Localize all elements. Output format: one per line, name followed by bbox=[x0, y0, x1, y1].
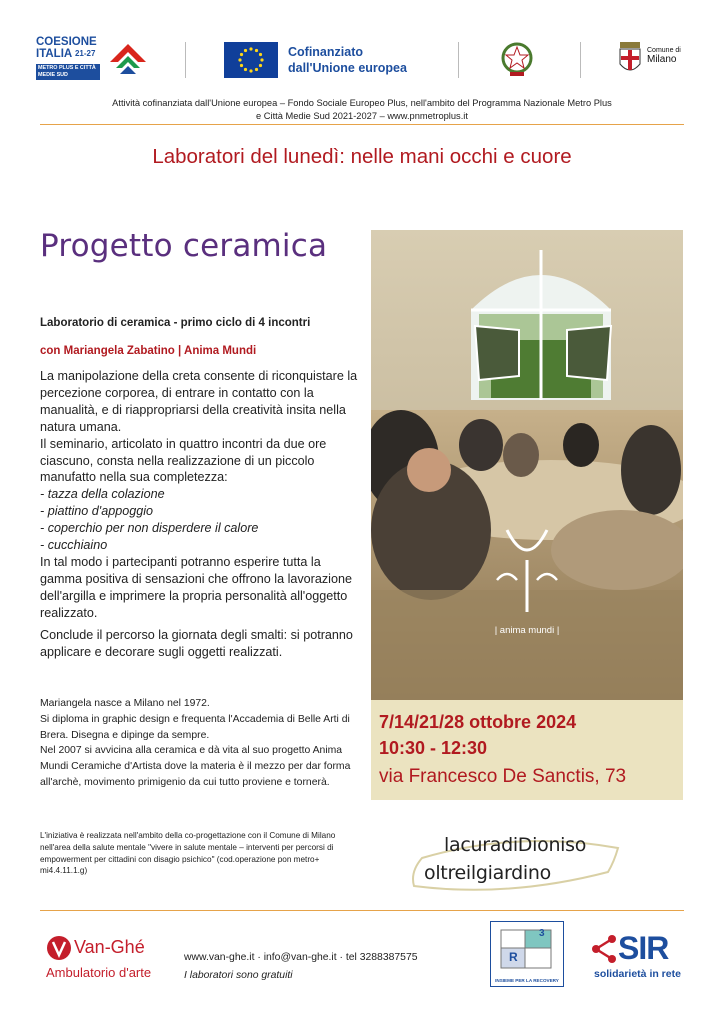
paragraph: La manipolazione della creta consente di riconquistare la percezione corporea, di entrare in contatto con la manualità, e di riappropriarsi della creatività insita nella natura umana. bbox=[40, 369, 358, 434]
teacher-bio: Mariangela nasce a Milano nel 1972. Si diploma in graphic design e frequenta l'Accademia di Belle Arti di Brera. Disegna e dipinge da sempre. Nel 2007 si avvicina alla ceramica e dà vita al suo progetto Anima Mundi Ceramiche d'Artista dove la materia è il mezzo per dar forma all'archè, movimento primigenio da cui tutto proviene e tornerà. bbox=[40, 698, 351, 788]
orange-divider bbox=[40, 910, 684, 911]
van-ghe-name: Van-Ghé bbox=[74, 937, 145, 957]
teacher-line: con Mariangela Zabatino | Anima Mundi bbox=[40, 345, 257, 357]
coesione-line2: ITALIA $^{21-27}$ bbox=[36, 48, 96, 60]
anima-mundi-logo bbox=[472, 520, 582, 650]
sir-logo bbox=[590, 930, 690, 986]
eu-flag-icon bbox=[224, 42, 278, 78]
coesione-arrows-icon bbox=[106, 38, 150, 80]
puzzle-icon bbox=[497, 926, 557, 972]
orange-divider bbox=[40, 124, 684, 125]
contact-info: www.van-ghe.it · info@van-ghe.it · tel 3288387575 bbox=[184, 952, 418, 963]
anima-mundi-symbol-icon bbox=[472, 520, 582, 620]
comune-di-milano-text: Comune di Milano bbox=[647, 47, 681, 65]
la-cura-di-dioniso-logo bbox=[408, 828, 624, 900]
funding-statement: Attività cofinanziata dall'Unione europea – Fondo Sociale Europeo Plus, nell'ambito del Programma Nazionale Metro Plus e Città Medie Sud 2021-2027 – www.pnmetroplus.it bbox=[112, 98, 612, 121]
anima-mundi-label: | anima mundi | bbox=[494, 625, 560, 636]
dioniso-line1: lacuradiDioniso bbox=[444, 834, 587, 856]
milano-crest-icon bbox=[617, 40, 643, 76]
list-item: - piattino d'appoggio bbox=[40, 504, 154, 519]
event-time: 10:30 - 12:30 bbox=[379, 738, 488, 758]
paragraph: In tal modo i partecipanti potranno esperire tutta la gamma positiva di sensazioni che offrono la lavorazione dell'argilla e imprimere la propria personalità all'oggetto realizzato. bbox=[40, 554, 352, 620]
list-item: - tazza della colazione bbox=[40, 487, 165, 502]
italian-republic-emblem-icon bbox=[500, 40, 534, 78]
sir-name: SIR bbox=[618, 930, 669, 966]
recovery-r-letter: R bbox=[509, 950, 518, 964]
paragraph: Conclude il percorso la giornata degli smalti: si potranno applicare e decorare sugli oggetti realizzati. bbox=[40, 627, 353, 659]
header-divider bbox=[580, 42, 581, 78]
van-ghe-emblem-icon bbox=[46, 935, 72, 961]
list-item: - coperchio per non disperdere il calore bbox=[40, 521, 259, 536]
recovery-label: INSIEME PER LA RECOVERY bbox=[495, 978, 559, 983]
course-description bbox=[40, 368, 362, 660]
coesione-badge: METRO PLUS E CITTÀ MEDIE SUD bbox=[36, 64, 100, 80]
lab-description: Laboratorio di ceramica - primo ciclo di 4 incontri bbox=[40, 317, 311, 329]
coesione-line1: COESIONE bbox=[36, 36, 97, 48]
recovery-3-number: 3 bbox=[539, 928, 545, 939]
dioniso-line2: oltreilgiardino bbox=[424, 862, 551, 884]
van-ghe-logo bbox=[46, 935, 174, 985]
free-notice: I laboratori sono gratuiti bbox=[184, 970, 293, 981]
sir-subtitle: solidarietà in rete bbox=[594, 968, 681, 980]
page-title: Progetto ceramica bbox=[40, 228, 328, 264]
insieme-per-la-recovery-logo bbox=[490, 921, 564, 987]
page-subtitle: Laboratori del lunedì: nelle mani occhi e cuore bbox=[152, 145, 572, 168]
initiative-note: L'iniziativa è realizzata nell'ambito della co-progettazione con il Comune di Milano nell'area della salute mentale "vivere in salute mentale – interventi per percorsi di empowerment per cittadini con disagio psichico" (cod.operazione pon metro+ mi4.4.11.1.g) bbox=[40, 831, 336, 876]
event-dates: 7/14/21/28 ottobre 2024 bbox=[379, 712, 577, 732]
coesione-italia-logo bbox=[36, 36, 154, 86]
eu-cofinanziato-text: Cofinanziato dall'Unione europea bbox=[288, 45, 407, 75]
van-ghe-subtitle: Ambulatorio d'arte bbox=[46, 965, 152, 980]
header-divider bbox=[185, 42, 186, 78]
event-place: via Francesco De Sanctis, 73 bbox=[379, 766, 627, 787]
header-divider bbox=[458, 42, 459, 78]
paragraph: Il seminario, articolato in quattro incontri da due ore ciascuno, consta nella realizzazione di un piccolo manufatto nella sua completezza: bbox=[40, 436, 327, 485]
share-network-icon bbox=[590, 934, 618, 964]
list-item: - cucchiaino bbox=[40, 538, 108, 553]
